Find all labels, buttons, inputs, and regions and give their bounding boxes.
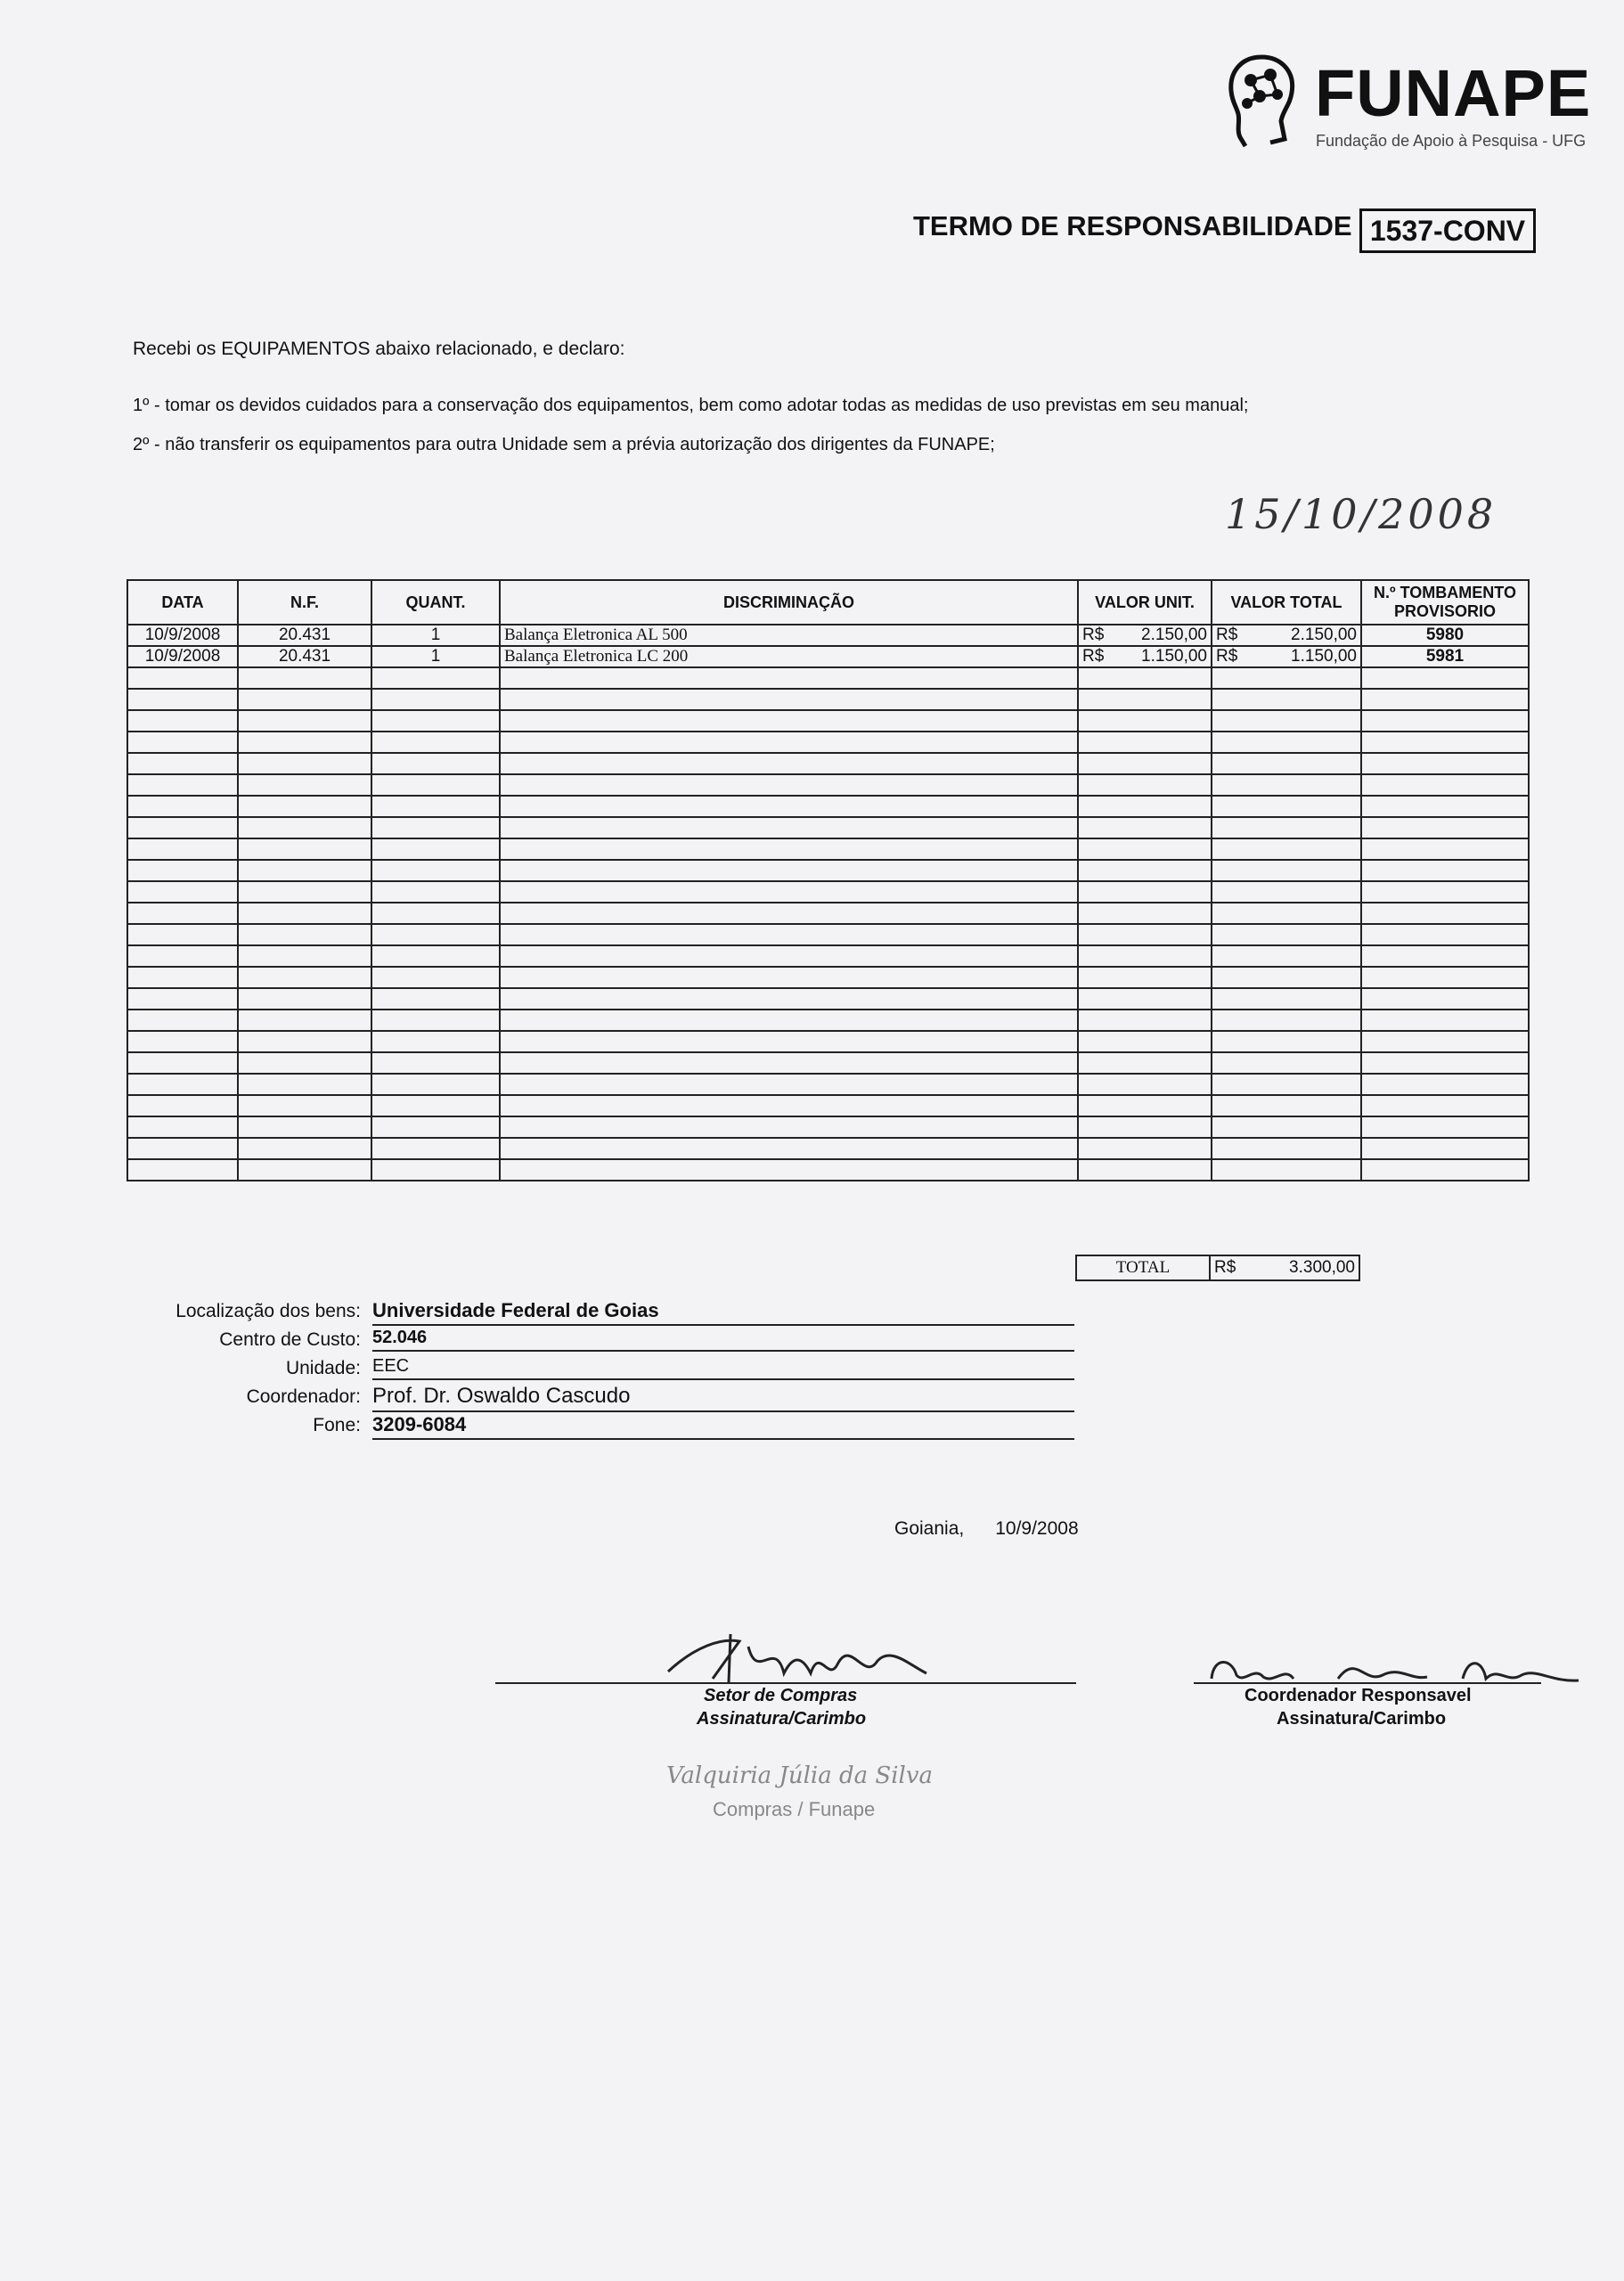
empty-cell [500, 1031, 1078, 1052]
empty-cell [1212, 710, 1361, 732]
table-row [127, 646, 1529, 667]
empty-cell [371, 710, 500, 732]
empty-cell [500, 753, 1078, 774]
empty-cell [238, 1138, 371, 1159]
logo-subtitle: Fundação de Apoio à Pesquisa - UFG [1316, 132, 1587, 150]
table-row-empty [127, 1052, 1529, 1074]
empty-cell [371, 667, 500, 689]
table-row-empty [127, 1095, 1529, 1116]
empty-cell [500, 1010, 1078, 1031]
empty-cell [1078, 796, 1212, 817]
table-row-empty [127, 689, 1529, 710]
empty-cell [1361, 860, 1529, 881]
empty-cell [127, 881, 238, 903]
cell-nf: 20.431 [238, 625, 371, 646]
centro-label: Centro de Custo: [219, 1329, 361, 1350]
empty-cell [1212, 1052, 1361, 1074]
empty-cell [127, 838, 238, 860]
signature-line-left [495, 1682, 1076, 1684]
empty-cell [1361, 945, 1529, 967]
empty-cell [1212, 1095, 1361, 1116]
empty-cell [371, 881, 500, 903]
empty-cell [500, 689, 1078, 710]
table-row-empty [127, 796, 1529, 817]
empty-cell [127, 945, 238, 967]
empty-cell [238, 967, 371, 988]
unidade-value: EEC [372, 1356, 1074, 1380]
table-row-empty [127, 988, 1529, 1010]
col-header-nf: N.F. [238, 580, 371, 625]
empty-cell [1078, 838, 1212, 860]
empty-cell [500, 924, 1078, 945]
table-row-empty [127, 732, 1529, 753]
empty-cell [371, 732, 500, 753]
empty-cell [371, 1159, 500, 1181]
col-header-tombamento: N.º TOMBAMENTO PROVISORIO [1361, 580, 1529, 625]
cell-data: 10/9/2008 [127, 646, 238, 667]
cell-valor-total [1212, 646, 1361, 667]
empty-cell [371, 753, 500, 774]
currency: R$ [1082, 625, 1105, 644]
declaration-intro: Recebi os EQUIPAMENTOS abaixo relacionado, e declaro: [133, 339, 625, 359]
empty-cell [1212, 774, 1361, 796]
empty-cell [1212, 667, 1361, 689]
stamp-name: Valquiria Júlia da Silva [666, 1762, 934, 1789]
empty-cell [500, 732, 1078, 753]
empty-cell [1078, 817, 1212, 838]
empty-cell [1212, 903, 1361, 924]
cell-valor-unit [1078, 625, 1212, 646]
empty-cell [1212, 796, 1361, 817]
empty-cell [1212, 1116, 1361, 1138]
centro-value: 52.046 [372, 1328, 1074, 1352]
cell-quant: 1 [371, 646, 500, 667]
empty-cell [1361, 732, 1529, 753]
table-row-empty [127, 1159, 1529, 1181]
empty-cell [1361, 1052, 1529, 1074]
empty-cell [127, 1095, 238, 1116]
empty-cell [371, 1116, 500, 1138]
empty-cell [1212, 945, 1361, 967]
empty-cell [500, 1095, 1078, 1116]
empty-cell [500, 796, 1078, 817]
empty-cell [1212, 838, 1361, 860]
empty-cell [1078, 967, 1212, 988]
empty-cell [500, 667, 1078, 689]
table-row-empty [127, 860, 1529, 881]
funape-logo [1226, 53, 1592, 160]
cell-nf: 20.431 [238, 646, 371, 667]
empty-cell [1078, 1052, 1212, 1074]
head-silhouette-icon [1226, 53, 1299, 151]
signature-left-name: Setor de Compras [704, 1686, 858, 1705]
place-date: Goiania, 10/9/2008 [894, 1518, 1079, 1539]
empty-cell [1361, 988, 1529, 1010]
table-row-empty [127, 667, 1529, 689]
empty-cell [238, 903, 371, 924]
empty-cell [1361, 817, 1529, 838]
empty-cell [127, 988, 238, 1010]
empty-cell [238, 1159, 371, 1181]
document-code: 1537-CONV [1359, 208, 1536, 253]
empty-cell [1361, 1010, 1529, 1031]
empty-cell [127, 817, 238, 838]
empty-cell [238, 1095, 371, 1116]
empty-cell [500, 967, 1078, 988]
empty-cell [1078, 945, 1212, 967]
currency: R$ [1216, 647, 1238, 666]
empty-cell [1212, 1010, 1361, 1031]
empty-cell [238, 1031, 371, 1052]
empty-cell [1078, 753, 1212, 774]
empty-cell [1361, 838, 1529, 860]
empty-cell [1212, 732, 1361, 753]
cell-valor-total [1212, 625, 1361, 646]
empty-cell [1078, 903, 1212, 924]
table-row-empty [127, 1074, 1529, 1095]
empty-cell [127, 1116, 238, 1138]
empty-cell [1361, 689, 1529, 710]
empty-cell [238, 881, 371, 903]
table-row-empty [127, 710, 1529, 732]
empty-cell [1212, 753, 1361, 774]
empty-cell [371, 689, 500, 710]
empty-cell [127, 903, 238, 924]
empty-cell [1361, 881, 1529, 903]
empty-cell [1078, 860, 1212, 881]
empty-cell [238, 796, 371, 817]
total-amount [1210, 1255, 1359, 1280]
total-label: TOTAL [1076, 1255, 1210, 1280]
empty-cell [127, 732, 238, 753]
empty-cell [127, 1031, 238, 1052]
empty-cell [1361, 710, 1529, 732]
empty-cell [371, 1138, 500, 1159]
empty-cell [1212, 1159, 1361, 1181]
empty-cell [500, 774, 1078, 796]
faded-stamp [659, 1755, 962, 1853]
empty-cell [238, 1116, 371, 1138]
empty-cell [1078, 710, 1212, 732]
empty-cell [1361, 774, 1529, 796]
empty-cell [1078, 732, 1212, 753]
empty-cell [371, 1095, 500, 1116]
empty-cell [127, 1010, 238, 1031]
table-row-empty [127, 1031, 1529, 1052]
empty-cell [127, 753, 238, 774]
empty-cell [1078, 774, 1212, 796]
empty-cell [127, 710, 238, 732]
document-title: TERMO DE RESPONSABILIDADE [913, 210, 1352, 241]
localizacao-label: Localização dos bens: [175, 1301, 361, 1321]
empty-cell [127, 1159, 238, 1181]
empty-cell [127, 774, 238, 796]
empty-cell [1212, 860, 1361, 881]
cell-tombamento: 5980 [1361, 625, 1529, 646]
table-row-empty [127, 881, 1529, 903]
table-row-empty [127, 817, 1529, 838]
empty-cell [1078, 667, 1212, 689]
empty-cell [500, 860, 1078, 881]
table-row-empty [127, 1116, 1529, 1138]
cell-data: 10/9/2008 [127, 625, 238, 646]
currency: R$ [1216, 625, 1238, 644]
empty-cell [238, 710, 371, 732]
empty-cell [1212, 1138, 1361, 1159]
empty-cell [500, 838, 1078, 860]
empty-cell [1361, 1138, 1529, 1159]
empty-cell [500, 1159, 1078, 1181]
amount: 3.300,00 [1289, 1258, 1355, 1277]
empty-cell [1361, 1095, 1529, 1116]
empty-cell [1361, 1116, 1529, 1138]
empty-cell [238, 1010, 371, 1031]
unidade-label: Unidade: [285, 1358, 361, 1378]
empty-cell [1212, 1031, 1361, 1052]
empty-cell [371, 796, 500, 817]
empty-cell [238, 774, 371, 796]
signature-left-subtitle: Assinatura/Carimbo [697, 1709, 867, 1729]
empty-cell [371, 860, 500, 881]
amount: 2.150,00 [1291, 625, 1357, 644]
empty-cell [127, 967, 238, 988]
empty-cell [1212, 988, 1361, 1010]
amount: 1.150,00 [1141, 647, 1207, 666]
empty-cell [1212, 924, 1361, 945]
empty-cell [1361, 753, 1529, 774]
empty-cell [1212, 689, 1361, 710]
handwritten-date: 15/10/2008 [1225, 490, 1498, 538]
empty-cell [1078, 1031, 1212, 1052]
empty-cell [127, 667, 238, 689]
empty-cell [1078, 1095, 1212, 1116]
empty-cell [127, 689, 238, 710]
stamp-subtitle: Compras / Funape [713, 1798, 876, 1820]
empty-cell [127, 860, 238, 881]
empty-cell [127, 796, 238, 817]
empty-cell [371, 903, 500, 924]
table-row-empty [127, 1010, 1529, 1031]
currency: R$ [1214, 1258, 1236, 1277]
empty-cell [238, 667, 371, 689]
empty-cell [1212, 817, 1361, 838]
col-header-valor-unit: VALOR UNIT. [1078, 580, 1212, 625]
empty-cell [127, 1138, 238, 1159]
empty-cell [1361, 903, 1529, 924]
empty-cell [371, 1031, 500, 1052]
table-header-row [127, 580, 1529, 625]
empty-cell [1078, 1138, 1212, 1159]
table-row-empty [127, 774, 1529, 796]
cell-quant: 1 [371, 625, 500, 646]
table-row-empty [127, 838, 1529, 860]
empty-cell [127, 1052, 238, 1074]
empty-cell [500, 1074, 1078, 1095]
coordenador-value: Prof. Dr. Oswaldo Cascudo [372, 1384, 1074, 1412]
empty-cell [500, 817, 1078, 838]
empty-cell [238, 1052, 371, 1074]
empty-cell [1361, 1031, 1529, 1052]
empty-cell [1212, 967, 1361, 988]
col-header-discriminacao: DISCRIMINAÇÃO [500, 580, 1078, 625]
table-row-empty [127, 903, 1529, 924]
empty-cell [1361, 1159, 1529, 1181]
empty-cell [1361, 967, 1529, 988]
empty-cell [127, 924, 238, 945]
empty-cell [1361, 1074, 1529, 1095]
empty-cell [371, 924, 500, 945]
table-row-empty [127, 924, 1529, 945]
empty-cell [500, 710, 1078, 732]
table-row-empty [127, 967, 1529, 988]
table-row-empty [127, 945, 1529, 967]
declaration-clause-2: 2º - não transferir os equipamentos para outra Unidade sem a prévia autorização dos dirigentes da FUNAPE; [133, 435, 995, 454]
empty-cell [500, 1052, 1078, 1074]
empty-cell [238, 689, 371, 710]
col-header-quant: QUANT. [371, 580, 500, 625]
empty-cell [1078, 988, 1212, 1010]
empty-cell [238, 924, 371, 945]
total-table [1075, 1255, 1360, 1281]
cell-discriminacao: Balança Eletronica AL 500 [500, 625, 1078, 646]
amount: 1.150,00 [1291, 647, 1357, 666]
empty-cell [1078, 1159, 1212, 1181]
table-row-empty [127, 753, 1529, 774]
empty-cell [371, 1010, 500, 1031]
empty-cell [1212, 881, 1361, 903]
empty-cell [371, 988, 500, 1010]
empty-cell [238, 753, 371, 774]
empty-cell [371, 838, 500, 860]
localizacao-value: Universidade Federal de Goias [372, 1299, 1074, 1326]
signature-line-right [1194, 1682, 1541, 1684]
currency: R$ [1082, 647, 1105, 666]
empty-cell [371, 774, 500, 796]
empty-cell [238, 732, 371, 753]
empty-cell [500, 1116, 1078, 1138]
empty-cell [1361, 924, 1529, 945]
empty-cell [1361, 667, 1529, 689]
logo-name: FUNAPE [1315, 56, 1592, 130]
equipment-table [126, 579, 1530, 1181]
fone-label: Fone: [313, 1415, 361, 1435]
cell-discriminacao: Balança Eletronica LC 200 [500, 646, 1078, 667]
empty-cell [500, 945, 1078, 967]
empty-cell [238, 860, 371, 881]
fone-value: 3209-6084 [372, 1413, 1074, 1440]
empty-cell [238, 945, 371, 967]
empty-cell [1078, 1010, 1212, 1031]
empty-cell [127, 1074, 238, 1095]
table-row [127, 625, 1529, 646]
table-row-empty [127, 1138, 1529, 1159]
empty-cell [1361, 796, 1529, 817]
empty-cell [1078, 881, 1212, 903]
amount: 2.150,00 [1141, 625, 1207, 644]
signature-right-name: Coordenador Responsavel [1245, 1686, 1472, 1705]
empty-cell [238, 1074, 371, 1095]
col-header-valor-total: VALOR TOTAL [1212, 580, 1361, 625]
empty-cell [371, 817, 500, 838]
empty-cell [1078, 689, 1212, 710]
signature-right-subtitle: Assinatura/Carimbo [1277, 1709, 1447, 1729]
empty-cell [500, 903, 1078, 924]
coordenador-label: Coordenador: [246, 1386, 361, 1407]
empty-cell [238, 817, 371, 838]
col-header-data: DATA [127, 580, 238, 625]
empty-cell [1078, 1074, 1212, 1095]
cell-tombamento: 5981 [1361, 646, 1529, 667]
empty-cell [1078, 924, 1212, 945]
empty-cell [371, 1074, 500, 1095]
empty-cell [238, 838, 371, 860]
empty-cell [500, 988, 1078, 1010]
empty-cell [371, 967, 500, 988]
declaration-clause-1: 1º - tomar os devidos cuidados para a conservação dos equipamentos, bem como adotar todas as medidas de uso previstas em seu manual; [133, 396, 1249, 415]
empty-cell [371, 945, 500, 967]
empty-cell [238, 988, 371, 1010]
empty-cell [1212, 1074, 1361, 1095]
total-row [1076, 1255, 1359, 1280]
cell-valor-unit [1078, 646, 1212, 667]
empty-cell [371, 1052, 500, 1074]
empty-cell [500, 881, 1078, 903]
empty-cell [500, 1138, 1078, 1159]
empty-cell [1078, 1116, 1212, 1138]
